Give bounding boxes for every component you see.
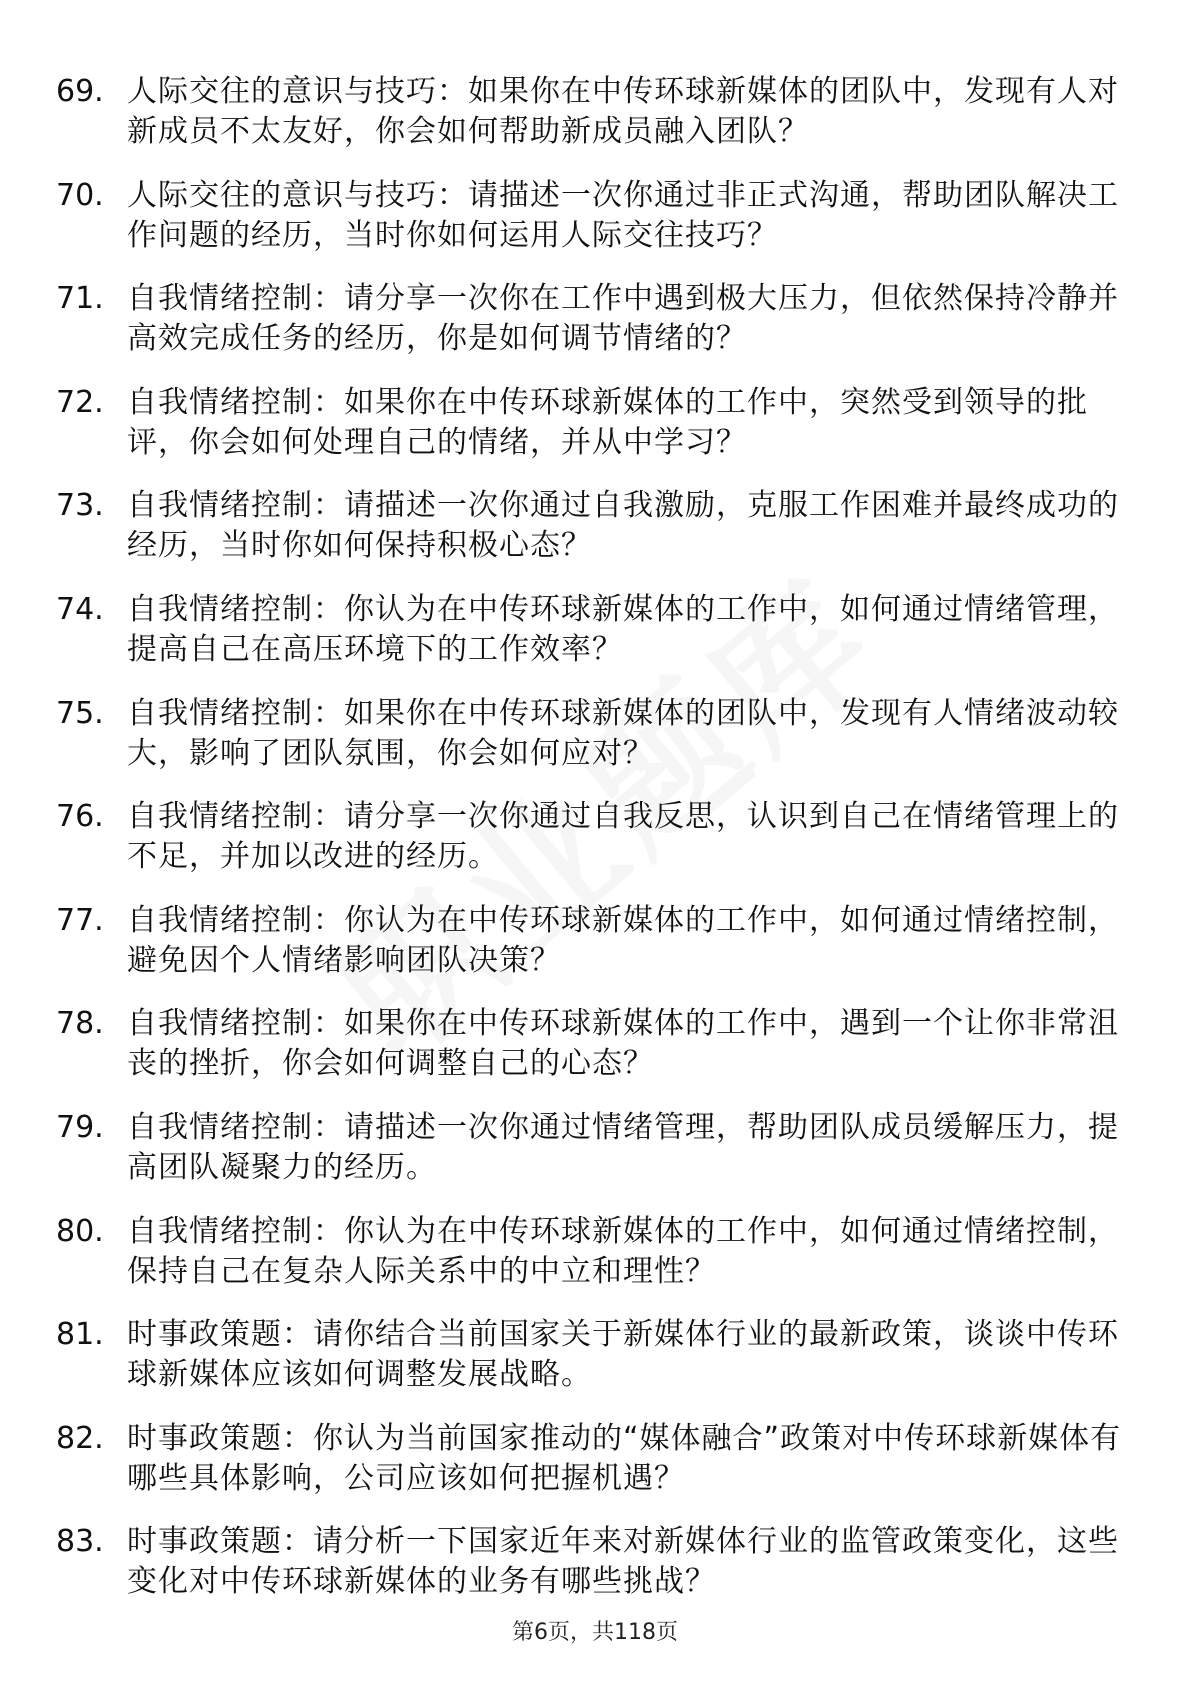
question-number: 72. xyxy=(56,384,104,420)
question-list xyxy=(56,72,1136,1626)
question-number: 80. xyxy=(56,1213,104,1249)
question-item xyxy=(56,1212,1136,1316)
question-text: 人际交往的意识与技巧：如果你在中传环球新媒体的团队中，发现有人对新成员不太友好，你会如何帮助新成员融入团队？ xyxy=(127,74,1119,149)
question-text: 自我情绪控制：如果你在中传环球新媒体的工作中，突然受到领导的批评，你会如何处理自己的情绪，并从中学习？ xyxy=(127,384,1088,460)
question-text: 时事政策题：你认为当前国家推动的“媒体融合”政策对中传环球新媒体有哪些具体影响，公司应该如何把握机遇？ xyxy=(127,1420,1122,1496)
question-item xyxy=(56,694,1136,798)
question-number: 76. xyxy=(56,799,104,835)
question-item xyxy=(56,901,1136,1005)
question-text: 人际交往的意识与技巧：请描述一次你通过非正式沟通，帮助团队解决工作问题的经历，当时你如何运用人际交往技巧？ xyxy=(127,177,1119,253)
question-text: 自我情绪控制：请描述一次你通过情绪管理，帮助团队成员缓解压力，提高团队凝聚力的经历。 xyxy=(127,1109,1119,1185)
question-number: 79. xyxy=(56,1109,104,1145)
question-item xyxy=(56,383,1136,487)
question-text: 自我情绪控制：你认为在中传环球新媒体的工作中，如何通过情绪控制，保持自己在复杂人际关系中的中立和理性？ xyxy=(127,1213,1119,1289)
question-item xyxy=(56,176,1136,280)
question-text: 自我情绪控制：如果你在中传环球新媒体的团队中，发现有人情绪波动较大，影响了团队氛围，你会如何应对？ xyxy=(127,695,1119,771)
question-item xyxy=(56,279,1136,383)
question-item xyxy=(56,1419,1136,1523)
question-number: 81. xyxy=(56,1317,104,1353)
question-item xyxy=(56,486,1136,590)
question-item xyxy=(56,1108,1136,1212)
page-footer: 第6页，共118页 xyxy=(512,1620,678,1645)
question-item xyxy=(56,72,1136,176)
question-item xyxy=(56,1004,1136,1108)
question-number: 74. xyxy=(56,591,104,627)
question-text: 自我情绪控制：请分享一次你在工作中遇到极大压力，但依然保持冷静并高效完成任务的经历，你是如何调节情绪的？ xyxy=(127,281,1119,357)
question-item xyxy=(56,1315,1136,1419)
question-item xyxy=(56,590,1136,694)
question-number: 78. xyxy=(56,1006,104,1042)
question-item xyxy=(56,797,1136,901)
question-text: 自我情绪控制：你认为在中传环球新媒体的工作中，如何通过情绪控制，避免因个人情绪影响团队决策？ xyxy=(127,902,1119,978)
question-number: 83. xyxy=(56,1524,104,1560)
question-number: 77. xyxy=(56,902,104,938)
question-item xyxy=(56,1522,1136,1626)
question-number: 82. xyxy=(56,1420,104,1456)
question-number: 69. xyxy=(56,74,104,109)
question-text: 自我情绪控制：请描述一次你通过自我激励，克服工作困难并最终成功的经历，当时你如何保持积极心态？ xyxy=(127,488,1119,564)
question-text: 自我情绪控制：你认为在中传环球新媒体的工作中，如何通过情绪管理，提高自己在高压环境下的工作效率？ xyxy=(127,591,1119,667)
question-text: 自我情绪控制：请分享一次你通过自我反思，认识到自己在情绪管理上的不足，并加以改进的经历。 xyxy=(127,799,1119,875)
question-number: 71. xyxy=(56,281,104,317)
question-text: 自我情绪控制：如果你在中传环球新媒体的工作中，遇到一个让你非常沮丧的挫折，你会如何调整自己的心态？ xyxy=(127,1006,1119,1082)
question-number: 75. xyxy=(56,695,104,731)
question-text: 时事政策题：请分析一下国家近年来对新媒体行业的监管政策变化，这些变化对中传环球新媒体的业务有哪些挑战？ xyxy=(127,1524,1119,1600)
question-number: 73. xyxy=(56,488,104,524)
question-text: 时事政策题：请你结合当前国家关于新媒体行业的最新政策，谈谈中传环球新媒体应该如何调整发展战略。 xyxy=(127,1317,1119,1393)
question-number: 70. xyxy=(56,177,104,213)
